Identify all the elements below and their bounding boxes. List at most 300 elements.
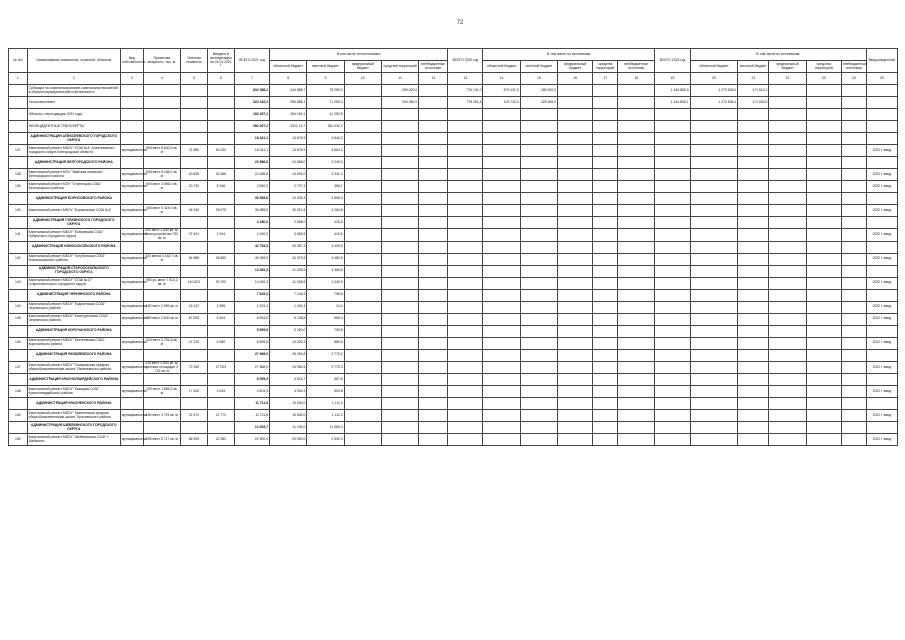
- row-value: [806, 97, 841, 109]
- row-value: [841, 313, 866, 325]
- row-value: [558, 337, 593, 349]
- row-number: 148: [9, 386, 28, 398]
- row-cost: [180, 349, 207, 361]
- row-value: 880,5: [307, 337, 344, 349]
- row-capacity: 205 мест 5 717 кв. м: [143, 434, 180, 446]
- row-value: [344, 181, 381, 193]
- section-row: [9, 193, 898, 205]
- row-value: [520, 109, 557, 121]
- row-value: [520, 169, 557, 181]
- table-body: [9, 85, 898, 446]
- row-value: [558, 374, 593, 386]
- row-value: [841, 217, 866, 229]
- row-value: 523 182,2: [234, 97, 269, 109]
- row-value: 1 444 880,0: [655, 85, 690, 97]
- row-value: 709,8: [307, 325, 344, 337]
- row-value: [841, 241, 866, 253]
- column-number: 5: [180, 73, 207, 85]
- row-prev: [207, 193, 234, 205]
- row-prev: [207, 97, 234, 109]
- row-capacity: [143, 265, 180, 277]
- row-value: [381, 410, 418, 422]
- row-name: Капитальный ремонт МБОУ "СОШ №17" Старооскольского городского округа: [27, 277, 120, 289]
- row-value: [841, 97, 866, 109]
- row-value: 22 500,0: [234, 434, 269, 446]
- row-value: [558, 109, 593, 121]
- row-commission-year: 2022 г. ввод: [866, 277, 897, 289]
- row-prev: 6 580: [207, 337, 234, 349]
- row-prev: [207, 349, 234, 361]
- row-commission-year: [866, 374, 897, 386]
- header-sub: федеральный бюджет: [344, 61, 381, 73]
- row-value: [738, 193, 769, 205]
- row-value: [738, 434, 769, 446]
- row-number: 145: [9, 313, 28, 325]
- row-value: [618, 241, 655, 253]
- row-value: [618, 361, 655, 374]
- row-value: [655, 386, 690, 398]
- row-value: [344, 361, 381, 374]
- row-value: [344, 193, 381, 205]
- row-value: [593, 434, 618, 446]
- row-type: [120, 97, 143, 109]
- row-value: [558, 325, 593, 337]
- row-cost: [180, 422, 207, 434]
- row-value: [769, 277, 806, 289]
- row-capacity: [143, 217, 180, 229]
- row-type: муниципальная: [120, 434, 143, 446]
- row-value: [419, 217, 448, 229]
- row-value: [738, 386, 769, 398]
- row-value: 832 988,2: [234, 85, 269, 97]
- row-commission-year: 2022 г. ввод: [866, 313, 897, 325]
- row-value: [655, 398, 690, 410]
- row-number: [9, 289, 28, 301]
- row-capacity: [143, 133, 180, 145]
- row-name: За исключением: [27, 97, 120, 109]
- row-value: [655, 361, 690, 374]
- row-prev: [207, 85, 234, 97]
- row-value: [690, 145, 738, 157]
- row-type: [120, 121, 143, 133]
- row-commission-year: 2022 г. ввод: [866, 434, 897, 446]
- row-value: [558, 97, 593, 109]
- row-value: [558, 386, 593, 398]
- row-value: [655, 374, 690, 386]
- row-value: 1 111,2: [307, 398, 344, 410]
- row-value: [344, 253, 381, 265]
- header-total-2021: ВСЕГО 2021 год: [234, 49, 269, 73]
- row-value: 4 513,7: [270, 374, 307, 386]
- row-value: [841, 410, 866, 422]
- row-value: [381, 386, 418, 398]
- row-value: [483, 217, 520, 229]
- row-prev: [207, 325, 234, 337]
- section-row: [9, 398, 898, 410]
- row-value: [448, 386, 483, 398]
- row-value: [806, 386, 841, 398]
- row-value: [618, 325, 655, 337]
- row-value: [419, 313, 448, 325]
- row-capacity: [143, 157, 180, 169]
- header-no: № п/п: [9, 49, 28, 73]
- row-value: [520, 229, 557, 242]
- row-value: 425 465,0: [520, 97, 557, 109]
- row-value: [738, 181, 769, 193]
- row-value: [655, 169, 690, 181]
- row-value: [381, 434, 418, 446]
- row-value: [381, 157, 418, 169]
- row-capacity: [143, 241, 180, 253]
- row-value: [483, 398, 520, 410]
- row-value: [690, 386, 738, 398]
- section-row: [9, 133, 898, 145]
- investment-table: [8, 48, 898, 446]
- row-value: [419, 241, 448, 253]
- column-numbers-row: [9, 73, 898, 85]
- row-value: [381, 241, 418, 253]
- row-value: [618, 85, 655, 97]
- row-value: [520, 193, 557, 205]
- row-value: [483, 109, 520, 121]
- row-value: [381, 253, 418, 265]
- header-sub: областной бюджет: [483, 61, 520, 73]
- row-value: 5 859,8: [234, 325, 269, 337]
- row-value: [769, 157, 806, 169]
- column-number: 7: [234, 73, 269, 85]
- row-value: [381, 169, 418, 181]
- row-value: [690, 289, 738, 301]
- row-type: муниципальная: [120, 386, 143, 398]
- section-row: [9, 157, 898, 169]
- row-value: 1 273 836,0: [690, 85, 738, 97]
- row-value: [593, 410, 618, 422]
- row-value: [483, 361, 520, 374]
- row-value: 1 401,4: [270, 301, 307, 313]
- row-value: 382 057,2: [234, 121, 269, 133]
- row-prev: 27 003: [207, 361, 234, 374]
- row-value: [419, 193, 448, 205]
- row-value: 4 040,3: [270, 386, 307, 398]
- row-value: [618, 422, 655, 434]
- row-value: [381, 265, 418, 277]
- row-value: [841, 374, 866, 386]
- row-number: [9, 349, 28, 361]
- row-commission-year: [866, 289, 897, 301]
- row-value: 23 886,8: [234, 157, 269, 169]
- table-row: [9, 253, 898, 265]
- row-commission-year: [866, 217, 897, 229]
- row-value: [690, 109, 738, 121]
- row-cost: 16 147: [180, 301, 207, 313]
- row-value: [344, 121, 381, 133]
- row-value: [618, 349, 655, 361]
- row-value: [690, 422, 738, 434]
- row-type: [120, 349, 143, 361]
- row-commission-year: [866, 157, 897, 169]
- row-value: 46 355,0: [234, 253, 269, 265]
- header-sub: областной бюджет: [270, 61, 307, 73]
- row-value: [344, 205, 381, 217]
- row-capacity: 150 мест 2 555 кв. м: [143, 301, 180, 313]
- row-value: 798,8: [307, 289, 344, 301]
- row-value: [558, 145, 593, 157]
- row-value: [618, 434, 655, 446]
- row-value: [448, 145, 483, 157]
- row-cost: 71 960: [180, 145, 207, 157]
- row-value: [655, 193, 690, 205]
- row-value: [520, 121, 557, 133]
- row-value: [381, 349, 418, 361]
- row-value: [448, 434, 483, 446]
- row-value: [520, 434, 557, 446]
- row-value: [483, 386, 520, 398]
- row-value: [690, 229, 738, 242]
- row-value: [593, 386, 618, 398]
- row-value: [618, 265, 655, 277]
- row-value: [344, 217, 381, 229]
- row-type: муниципальная: [120, 229, 143, 242]
- row-value: 679 131,0: [483, 85, 520, 97]
- row-value: 4 180,0: [234, 229, 269, 242]
- row-value: [618, 157, 655, 169]
- row-value: [841, 289, 866, 301]
- row-value: [483, 337, 520, 349]
- row-type: [120, 398, 143, 410]
- row-value: [655, 313, 690, 325]
- row-name: Капитальный ремонт МБОУ "Кочегуренская СОШ" Чернянского района: [27, 313, 120, 325]
- row-type: [120, 325, 143, 337]
- row-value: 11 080,0: [307, 422, 344, 434]
- row-value: [690, 133, 738, 145]
- row-value: [448, 193, 483, 205]
- row-value: [593, 241, 618, 253]
- row-type: муниципальная: [120, 337, 143, 349]
- row-value: [593, 229, 618, 242]
- table-row: [9, 181, 898, 193]
- row-type: [120, 241, 143, 253]
- row-value: [558, 434, 593, 446]
- row-value: [344, 410, 381, 422]
- row-value: 18 341,1: [234, 145, 269, 157]
- row-name: АДМИНИСТРАЦИЯ КОРОЧАНСКОГО РАЙОНА: [27, 325, 120, 337]
- row-value: [448, 157, 483, 169]
- row-value: [841, 301, 866, 313]
- row-value: [558, 410, 593, 422]
- row-prev: [207, 133, 234, 145]
- row-value: [655, 253, 690, 265]
- row-value: [769, 289, 806, 301]
- row-value: [841, 145, 866, 157]
- row-type: [120, 157, 143, 169]
- row-value: [344, 325, 381, 337]
- row-value: [841, 337, 866, 349]
- row-value: 30 010,4: [270, 205, 307, 217]
- row-cost: [180, 374, 207, 386]
- row-value: 358,1: [307, 181, 344, 193]
- row-value: [841, 157, 866, 169]
- row-value: [483, 434, 520, 446]
- row-value: [483, 313, 520, 325]
- row-type: муниципальная: [120, 145, 143, 157]
- row-value: [593, 301, 618, 313]
- row-value: [593, 398, 618, 410]
- row-capacity: [143, 109, 180, 121]
- row-number: [9, 121, 28, 133]
- row-value: [520, 145, 557, 157]
- row-number: [9, 374, 28, 386]
- row-value: 7 845,3: [234, 289, 269, 301]
- row-value: [381, 109, 418, 121]
- row-value: [419, 434, 448, 446]
- row-value: [483, 265, 520, 277]
- row-commission-year: 2022 г. ввод: [866, 386, 897, 398]
- row-capacity: [143, 121, 180, 133]
- row-cost: 32 472: [180, 410, 207, 422]
- row-value: 14 452,3: [234, 265, 269, 277]
- row-value: 36 585,6: [234, 193, 269, 205]
- row-value: [344, 169, 381, 181]
- row-value: [448, 325, 483, 337]
- row-number: 143: [9, 277, 28, 289]
- row-value: 6 595,3: [234, 374, 269, 386]
- row-number: 146: [9, 337, 28, 349]
- row-value: [483, 121, 520, 133]
- table-row: [9, 169, 898, 181]
- row-number: 140: [9, 205, 28, 217]
- row-prev: [207, 398, 234, 410]
- row-value: [419, 422, 448, 434]
- row-value: [769, 229, 806, 242]
- header-total-2023: ВСЕГО 2023 год: [655, 49, 690, 73]
- row-prev: 60 230: [207, 145, 234, 157]
- row-value: 20 000,0: [270, 434, 307, 446]
- row-value: [448, 337, 483, 349]
- row-value: 2 707,3: [270, 181, 307, 193]
- column-number: 18: [618, 73, 655, 85]
- row-value: 24 982,6: [270, 361, 307, 374]
- row-value: [655, 349, 690, 361]
- row-value: [618, 181, 655, 193]
- row-value: [690, 434, 738, 446]
- row-prev: 8 246: [207, 181, 234, 193]
- row-capacity: 125 мест 1 655,0 кв. м: [143, 386, 180, 398]
- row-value: 1 444 895,1: [655, 97, 690, 109]
- row-number: [9, 241, 28, 253]
- row-value: [655, 109, 690, 121]
- row-value: [558, 229, 593, 242]
- row-value: [738, 301, 769, 313]
- row-value: [344, 301, 381, 313]
- row-value: [448, 277, 483, 289]
- row-value: [806, 301, 841, 313]
- row-value: [419, 277, 448, 289]
- row-value: [381, 422, 418, 434]
- row-cost: [180, 109, 207, 121]
- row-type: муниципальная: [120, 181, 143, 193]
- row-value: [806, 410, 841, 422]
- row-value: [806, 229, 841, 242]
- row-value: 11 035,5: [270, 265, 307, 277]
- row-value: 3321 14,7: [270, 121, 307, 133]
- column-number: 24: [841, 73, 866, 85]
- row-value: [448, 121, 483, 133]
- row-type: муниципальная: [120, 361, 143, 374]
- row-value: [593, 97, 618, 109]
- row-value: [769, 217, 806, 229]
- row-value: [381, 193, 418, 205]
- row-value: [419, 133, 448, 145]
- row-value: [593, 253, 618, 265]
- row-value: [806, 85, 841, 97]
- row-value: [520, 277, 557, 289]
- row-value: [618, 217, 655, 229]
- row-value: [841, 121, 866, 133]
- row-value: [419, 145, 448, 157]
- row-value: [344, 386, 381, 398]
- row-value: [738, 241, 769, 253]
- row-value: [841, 133, 866, 145]
- row-value: [448, 229, 483, 242]
- row-value: [769, 97, 806, 109]
- row-cost: [180, 85, 207, 97]
- row-value: [769, 410, 806, 422]
- row-value: [738, 253, 769, 265]
- row-cost: 17 400: [180, 386, 207, 398]
- row-name: АДМИНИСТРАЦИЯ КРАСНЕНСКОГО РАЙОНА: [27, 398, 120, 410]
- row-value: 14 533,7: [234, 422, 269, 434]
- row-value: [841, 181, 866, 193]
- row-name: Капитальный ремонт МБОУ "Бехтеевская СОШ" Корочанского района: [27, 337, 120, 349]
- row-value: [738, 133, 769, 145]
- row-value: [841, 434, 866, 446]
- row-prev: [207, 374, 234, 386]
- row-value: [841, 229, 866, 242]
- row-value: [690, 265, 738, 277]
- row-number: [9, 85, 28, 97]
- row-cost: [180, 241, 207, 253]
- row-value: [419, 361, 448, 374]
- row-name: АДМИНИСТРАЦИЯ НОВООСКОЛЬСКОГО РАЙОНА: [27, 241, 120, 253]
- row-value: [593, 181, 618, 193]
- row-value: [593, 361, 618, 374]
- row-value: 24 485,8: [234, 169, 269, 181]
- row-value: 11 711,8: [234, 410, 269, 422]
- row-value: [448, 265, 483, 277]
- row-value: [593, 217, 618, 229]
- header-sub: федеральный бюджет: [558, 61, 593, 73]
- row-value: [593, 157, 618, 169]
- row-capacity: 635 мест 6 186,0 кв. м: [143, 169, 180, 181]
- row-number: 139: [9, 181, 28, 193]
- summary-row: [9, 85, 898, 97]
- row-cost: 54 589: [180, 253, 207, 265]
- row-commission-year: [866, 97, 897, 109]
- row-name: АДМИНИСТРАЦИЯ БЕЛГОРОДСКОГО РАЙОНА: [27, 157, 120, 169]
- row-commission-year: [866, 265, 897, 277]
- row-value: [520, 410, 557, 422]
- table-row: [9, 361, 898, 374]
- row-value: [558, 241, 593, 253]
- row-value: [769, 265, 806, 277]
- row-cost: [180, 325, 207, 337]
- row-value: [806, 349, 841, 361]
- row-number: [9, 265, 28, 277]
- column-number: 6: [207, 73, 234, 85]
- row-name: Субсидии на софинансирование капитальных вложений в объекты муниципальной собственности: [27, 85, 120, 97]
- column-number: 4: [143, 73, 180, 85]
- row-value: [344, 85, 381, 97]
